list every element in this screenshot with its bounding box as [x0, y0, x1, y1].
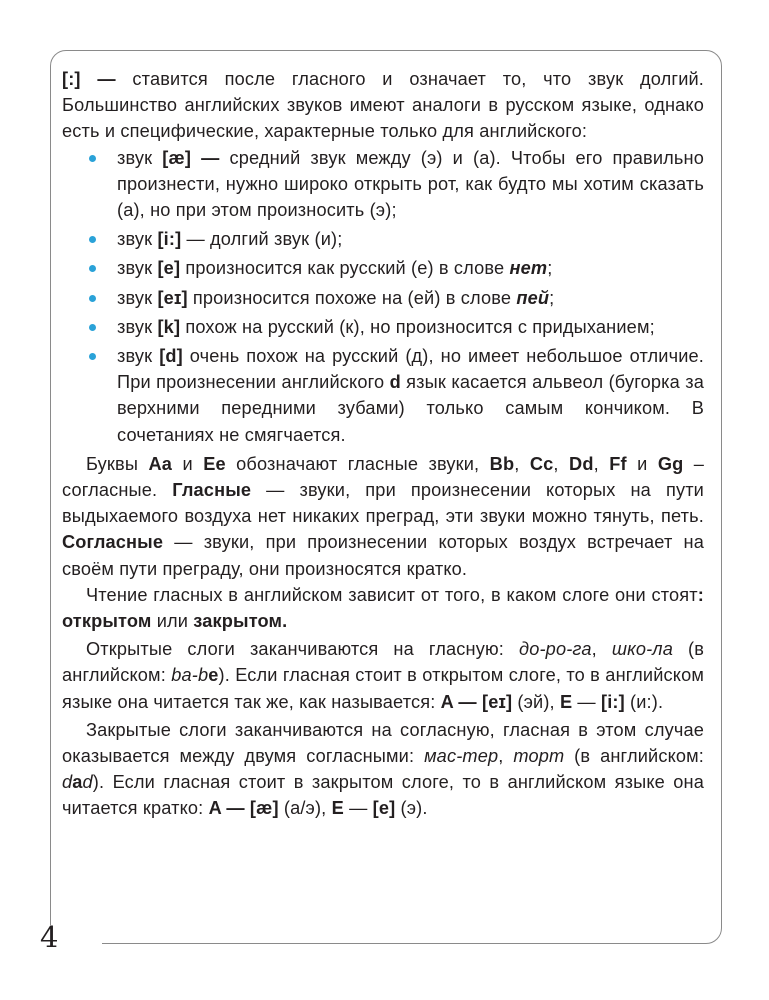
- bullet-icon: [89, 353, 96, 360]
- bullet-icon: [89, 155, 96, 162]
- list-item: звук [æ] — средний звук между (э) и (а). Чтобы его правильно произнести, нужно широко открыть рот, как будто мы хотим сказать (а), но при этом произносить (э);: [62, 145, 704, 224]
- list-item: звук [d] очень похож на русский (д), но имеет небольшое отличие. При произнесении английского d язык касается альвеол (бугорка за верхними передними зубами) только самым кончиком. В сочетаниях не смягчается.: [62, 343, 704, 448]
- list-item: звук [eɪ] произносится похоже на (ей) в слове пей;: [62, 285, 704, 311]
- open-syllables-paragraph: Открытые слоги заканчиваются на гласную: до-ро-га, шко-ла (в английском: ba-be). Если гласная стоит в открытом слоге, то в английском языке она читается так же, как называется: A — [eɪ] (эй), E — [i:] (и:).: [62, 639, 705, 712]
- term-consonants: Согласные: [62, 532, 164, 553]
- intro-paragraph: [62, 66, 704, 145]
- dash: —: [201, 147, 220, 168]
- sound-symbol: [e]: [372, 798, 396, 819]
- sound-symbol: [æ]: [162, 147, 192, 168]
- english-letter: d: [389, 372, 401, 393]
- list-item: звук [i:] — долгий звук (и);: [62, 226, 704, 252]
- sound-symbol: [:]: [62, 69, 81, 89]
- syllables-paragraph: Чтение гласных в английском зависит от того, в каком слоге они стоят: открытом или закрытом.: [62, 584, 704, 632]
- bullet-icon: [89, 324, 96, 331]
- sound-symbol: [eɪ]: [481, 691, 513, 712]
- sound-list: [62, 145, 704, 448]
- intro-text: ставится после гласного и означает то, что звук долгий. Большинство английских звуков имеют аналоги в русском языке, однако есть и специфические, характерные только для английского:: [62, 69, 705, 142]
- sound-symbol: [eɪ]: [157, 287, 188, 308]
- sound-symbol: [æ]: [249, 798, 279, 819]
- bullet-icon: [89, 265, 96, 272]
- letters-paragraph: Буквы Aa и Ee обозначают гласные звуки, Bb, Cc, Dd, Ff и Gg – согласные. Гласные — звуки, при произнесении которых на пути выдыхаемого воздуха нет никаких преград, эти звуки можно тянуть, петь. Согласные — звуки, при произнесении которых воздух встречает на своём пути преграду, они произносятся кратко.: [62, 453, 705, 579]
- bullet-icon: [89, 295, 96, 302]
- list-item: звук [e] произносится как русский (е) в слове нет;: [62, 255, 704, 281]
- term-vowels: Гласные: [172, 480, 252, 501]
- lesson-text: [62, 66, 704, 822]
- sound-symbol: [d]: [159, 346, 183, 367]
- list-item: звук [k] похож на русский (к), но произносится с придыханием;: [62, 314, 704, 340]
- page-number: 4: [40, 920, 59, 954]
- example-word: нет: [509, 258, 548, 279]
- sound-symbol: [i:]: [600, 691, 625, 712]
- bullet-icon: [89, 236, 96, 243]
- sound-symbol: [i:]: [157, 229, 182, 250]
- dash: —: [97, 69, 116, 89]
- closed-syllables-paragraph: Закрытые слоги заканчиваются на согласную, гласная в этом случае оказывается между двумя согласными: мас-тер, торт (в английском: dad). Если гласная стоит в закрытом слоге, то в английском языке она читается кратко: A — [æ] (а/э), E — [e] (э).: [62, 719, 705, 819]
- sound-symbol: [e]: [157, 258, 181, 279]
- example-word: пей: [516, 287, 550, 308]
- sound-symbol: [k]: [157, 316, 181, 337]
